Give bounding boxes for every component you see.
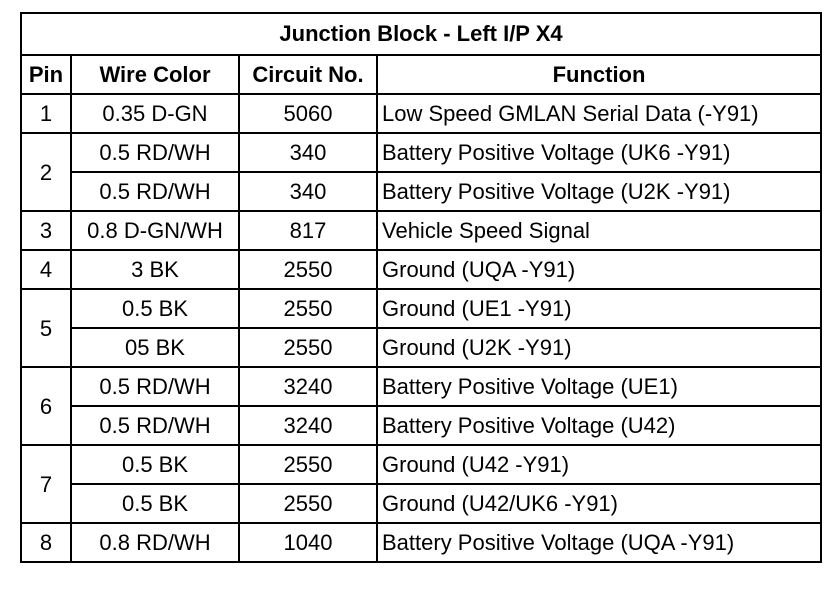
junction-block-table [20,12,822,563]
wire-color-cell: 0.5 BK [71,289,239,328]
wire-color-cell: 05 BK [71,328,239,367]
pin-cell: 1 [21,94,71,133]
function-cell: Battery Positive Voltage (UQA -Y91) [377,523,821,562]
function-cell: Ground (U42/UK6 -Y91) [377,484,821,523]
wire-color-cell: 0.5 BK [71,484,239,523]
circuit-no-cell: 2550 [239,250,377,289]
header-function: Function [377,55,821,94]
circuit-no-cell: 817 [239,211,377,250]
header-pin: Pin [21,55,71,94]
function-cell: Ground (UE1 -Y91) [377,289,821,328]
circuit-no-cell: 2550 [239,328,377,367]
header-wire-color: Wire Color [71,55,239,94]
wire-color-cell: 0.5 RD/WH [71,172,239,211]
function-cell: Battery Positive Voltage (U42) [377,406,821,445]
function-cell: Vehicle Speed Signal [377,211,821,250]
table-body [21,94,821,562]
function-cell: Battery Positive Voltage (UK6 -Y91) [377,133,821,172]
wire-color-cell: 0.5 BK [71,445,239,484]
circuit-no-cell: 340 [239,133,377,172]
table-row [21,523,821,562]
pin-cell: 7 [21,445,71,523]
table-row [21,484,821,523]
wire-color-cell: 0.8 D-GN/WH [71,211,239,250]
table-title: Junction Block - Left I/P X4 [21,13,821,55]
table-row [21,133,821,172]
title-row [21,13,821,55]
wire-color-cell: 0.8 RD/WH [71,523,239,562]
table-row [21,445,821,484]
circuit-no-cell: 3240 [239,367,377,406]
wire-color-cell: 0.5 RD/WH [71,406,239,445]
pin-cell: 6 [21,367,71,445]
pin-cell: 2 [21,133,71,211]
table-row [21,172,821,211]
pin-cell: 4 [21,250,71,289]
table-row [21,94,821,133]
function-cell: Low Speed GMLAN Serial Data (-Y91) [377,94,821,133]
function-cell: Battery Positive Voltage (UE1) [377,367,821,406]
pin-cell: 8 [21,523,71,562]
circuit-no-cell: 3240 [239,406,377,445]
table-row [21,406,821,445]
table-row [21,367,821,406]
header-circuit-no: Circuit No. [239,55,377,94]
function-cell: Ground (U2K -Y91) [377,328,821,367]
pin-cell: 5 [21,289,71,367]
wire-color-cell: 0.5 RD/WH [71,367,239,406]
table-row [21,211,821,250]
table-row [21,250,821,289]
wire-color-cell: 3 BK [71,250,239,289]
header-row [21,55,821,94]
circuit-no-cell: 2550 [239,445,377,484]
pin-cell: 3 [21,211,71,250]
wire-color-cell: 0.35 D-GN [71,94,239,133]
function-cell: Battery Positive Voltage (U2K -Y91) [377,172,821,211]
wire-color-cell: 0.5 RD/WH [71,133,239,172]
circuit-no-cell: 5060 [239,94,377,133]
function-cell: Ground (UQA -Y91) [377,250,821,289]
table-row [21,328,821,367]
circuit-no-cell: 2550 [239,484,377,523]
circuit-no-cell: 1040 [239,523,377,562]
function-cell: Ground (U42 -Y91) [377,445,821,484]
circuit-no-cell: 340 [239,172,377,211]
table-row [21,289,821,328]
circuit-no-cell: 2550 [239,289,377,328]
